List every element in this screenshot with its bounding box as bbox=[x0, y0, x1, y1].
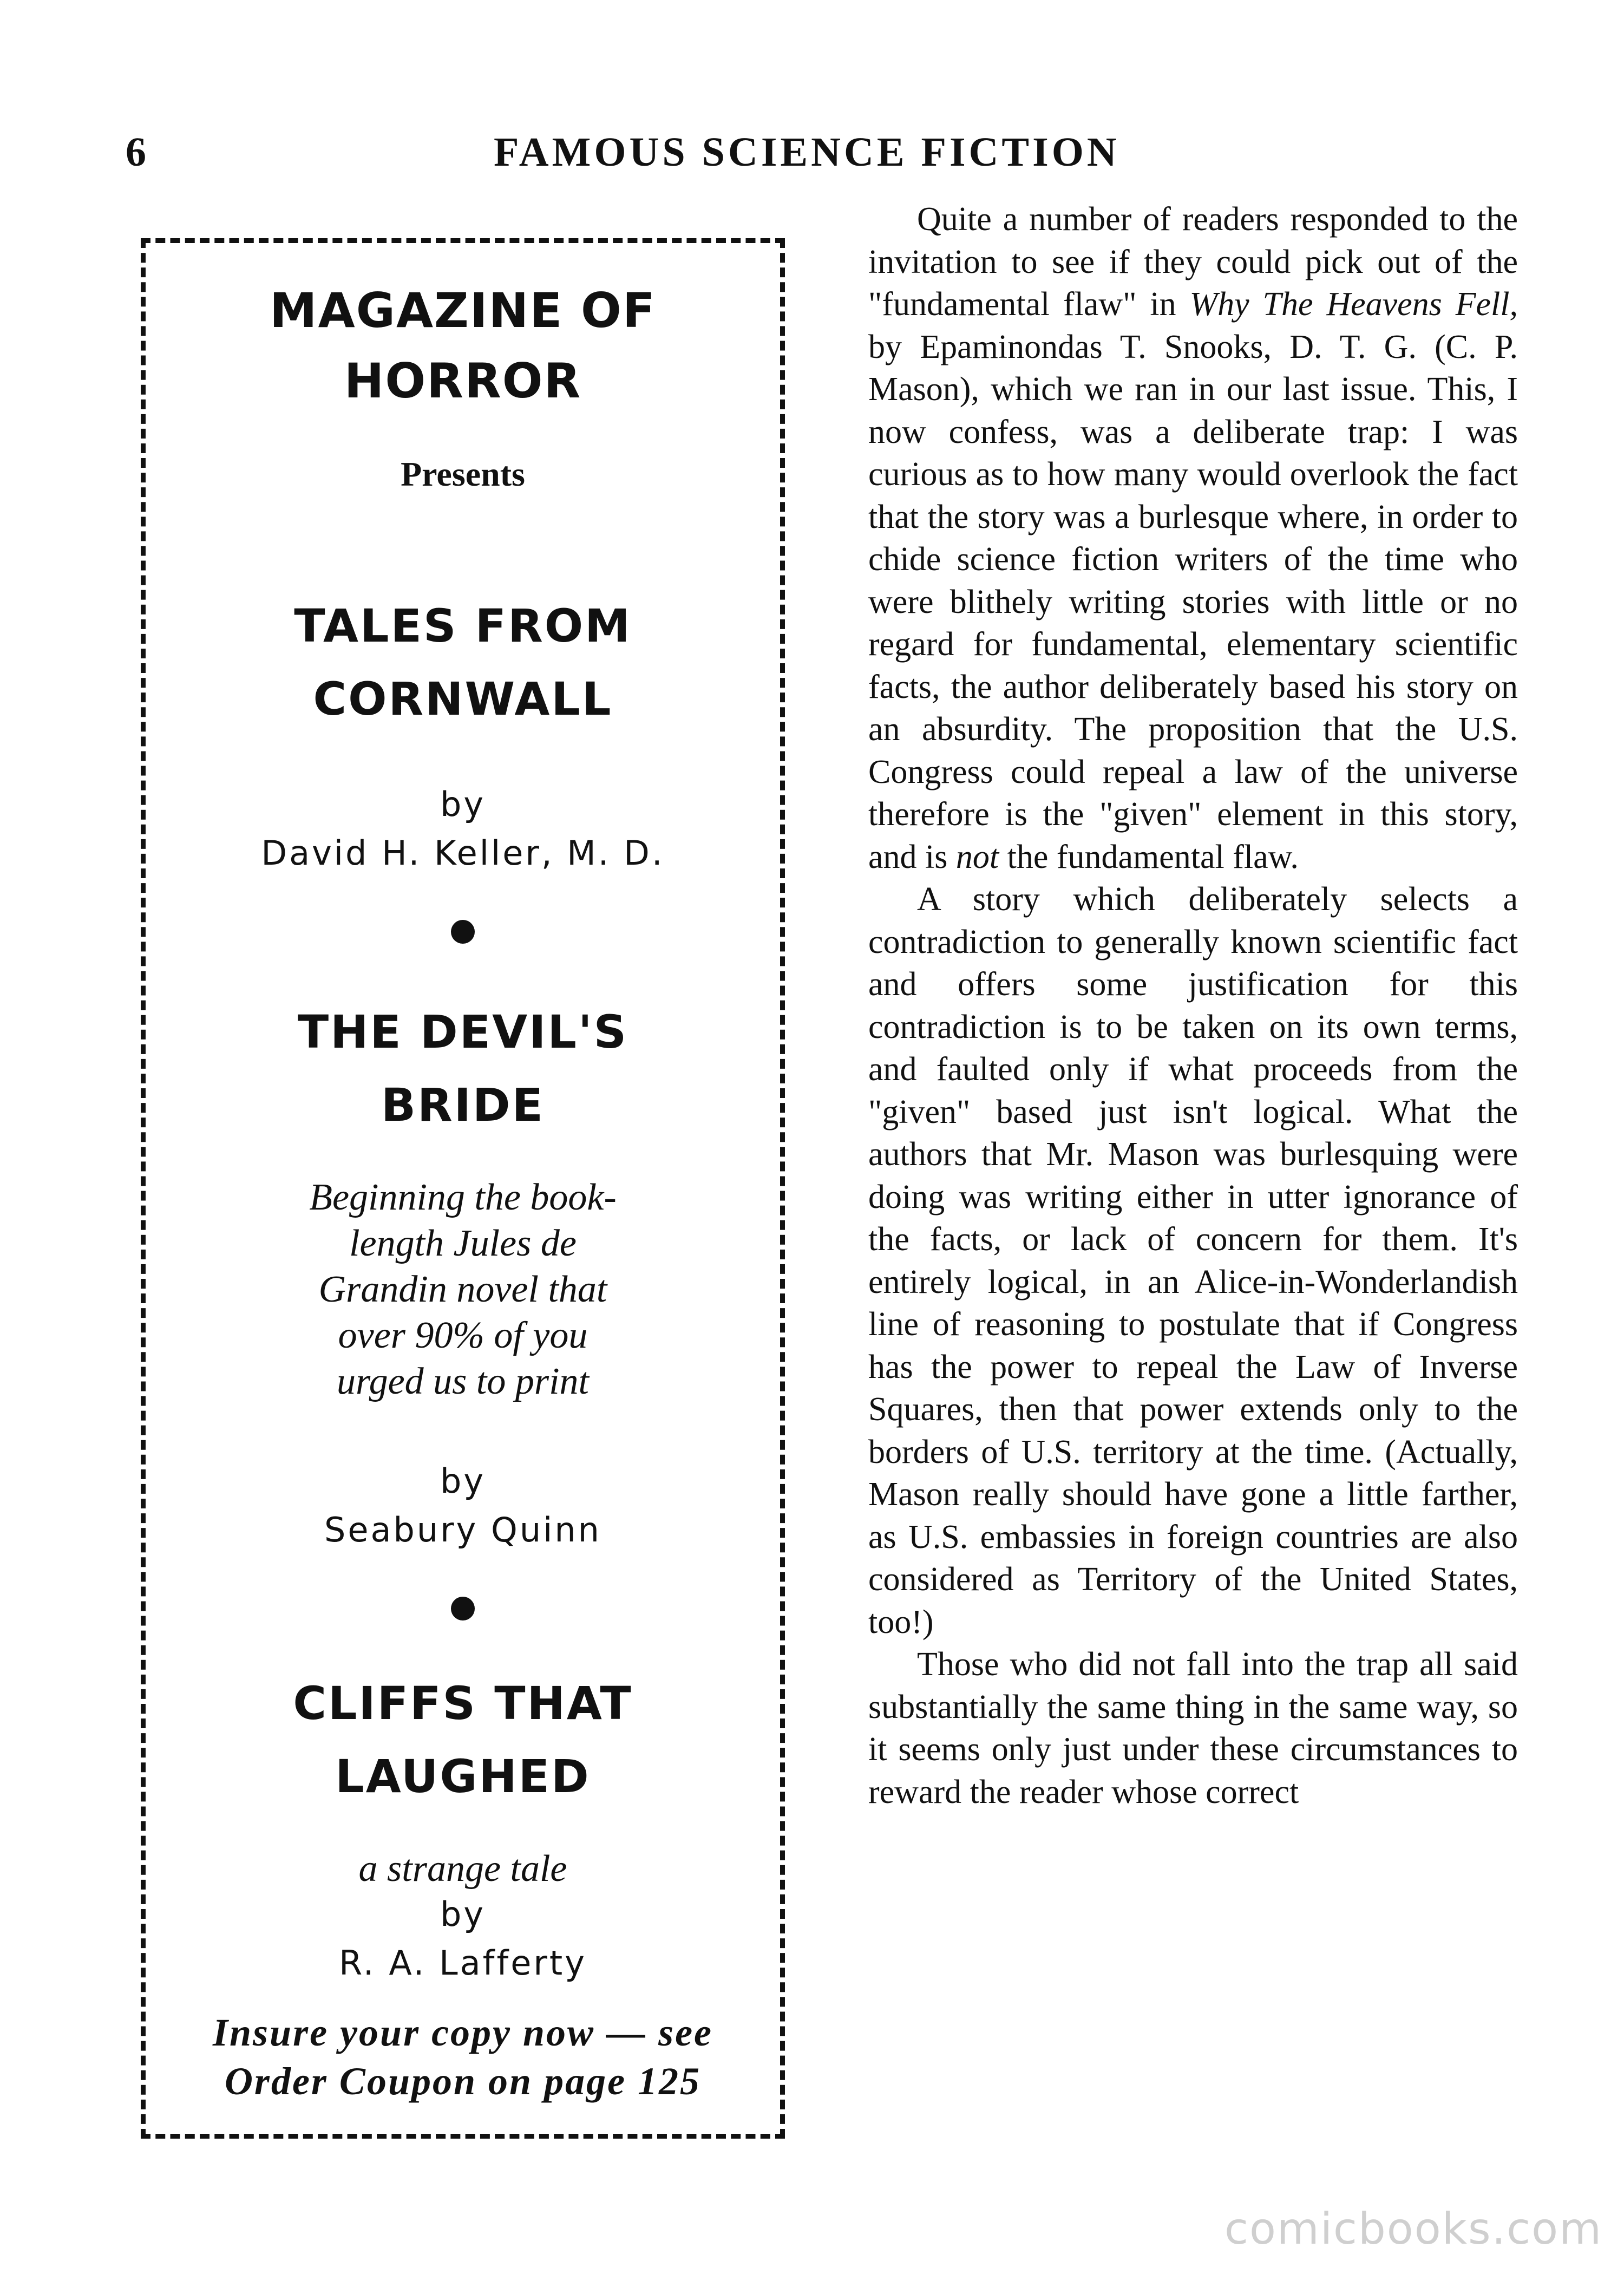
story3-title-line1: CLIFFS THAT bbox=[293, 1677, 633, 1730]
story1-title-line1: TALES FROM bbox=[294, 599, 632, 652]
paragraph-1: Quite a number of readers responded to the invitation to see if they could pick out of the "fundamental flaw" in Why The Heavens Fell, by Epaminondas T. Snooks, D. T. G. (C. P. Mason), which we ran in our last issue. This, I now confess, was a deliberate trap: I was curious as to how many would overlook the fact that the story was a burlesque where, in order to chide science fiction writers of the time who were blithely writing stories with little or no regard for fundamental, elementary scientific facts, the author deliberately based his story on an absurdity. The proposition that the U.S. Congress could repeal a law of the universe therefore is the "given" element in this story, and is not the fundamental flaw. bbox=[868, 201, 1518, 875]
editorial-text-column bbox=[868, 198, 1518, 1813]
story2-title-line2: BRIDE bbox=[381, 1079, 545, 1132]
site-watermark: comicbooks.com bbox=[1224, 2204, 1602, 2254]
story3-author: R. A. Lafferty bbox=[339, 1943, 587, 1983]
paragraph-2: A story which deliberately selects a contradiction to generally known scientific fact and offers some justification for this contradiction is to be taken on its own terms, and faulted only if what proceeds from the "given" based just isn't logical. What the authors that Mr. Mason was burlesquing were doing was writing either in utter ignorance of the facts, or lack of concern for them. It's entirely logical, in an Alice-in-Wonderlandish line of reasoning to postulate that if Congress has the power to repeal the Law of Inverse Squares, then that power extends only to the borders of U.S. territory at the time. (Actually, Mason really should have gone a little farther, as U.S. embassies in foreign countries are also considered as Territory of the United States, too!) bbox=[868, 881, 1518, 1641]
bullet-divider bbox=[451, 920, 475, 944]
emphasis-not: not bbox=[955, 838, 999, 875]
story2-blurb-line3: Grandin novel that bbox=[318, 1269, 607, 1310]
order-coupon-line1: Insure your copy now — see bbox=[212, 2011, 713, 2054]
story3-by: by bbox=[440, 1894, 486, 1934]
story2-blurb-line5: urged us to print bbox=[336, 1361, 590, 1402]
order-coupon-line2: Order Coupon on page 125 bbox=[224, 2060, 702, 2103]
story1-title-line2: CORNWALL bbox=[313, 672, 613, 726]
paragraph-3: Those who did not fall into the trap all said substantially the same thing in the same way, so it seems only just under these circumstances to reward the reader whose correct bbox=[868, 1646, 1518, 1811]
story2-blurb-line4: over 90% of you bbox=[338, 1315, 588, 1356]
bullet-divider bbox=[451, 1597, 475, 1620]
story2-by: by bbox=[440, 1461, 486, 1501]
story2-blurb-line1: Beginning the book- bbox=[309, 1177, 617, 1218]
ad-magazine-title-line1: MAGAZINE OF bbox=[270, 283, 656, 338]
story2-title-line1: THE DEVIL'S bbox=[297, 1005, 628, 1058]
running-head: FAMOUS SCIENCE FICTION bbox=[494, 129, 1120, 175]
story1-by: by bbox=[440, 785, 486, 824]
ad-magazine-title-line2: HORROR bbox=[344, 353, 582, 409]
story2-blurb-line2: length Jules de bbox=[349, 1223, 577, 1264]
story2-author: Seabury Quinn bbox=[324, 1510, 601, 1550]
story-title-reference: Why The Heavens Fell, bbox=[1189, 286, 1518, 323]
ad-presents: Presents bbox=[401, 455, 525, 493]
page-number: 6 bbox=[126, 129, 146, 175]
advertisement-box bbox=[141, 238, 785, 2139]
story3-blurb: a strange tale bbox=[358, 1848, 567, 1890]
story3-title-line2: LAUGHED bbox=[335, 1750, 591, 1803]
story1-author: David H. Keller, M. D. bbox=[261, 833, 665, 873]
